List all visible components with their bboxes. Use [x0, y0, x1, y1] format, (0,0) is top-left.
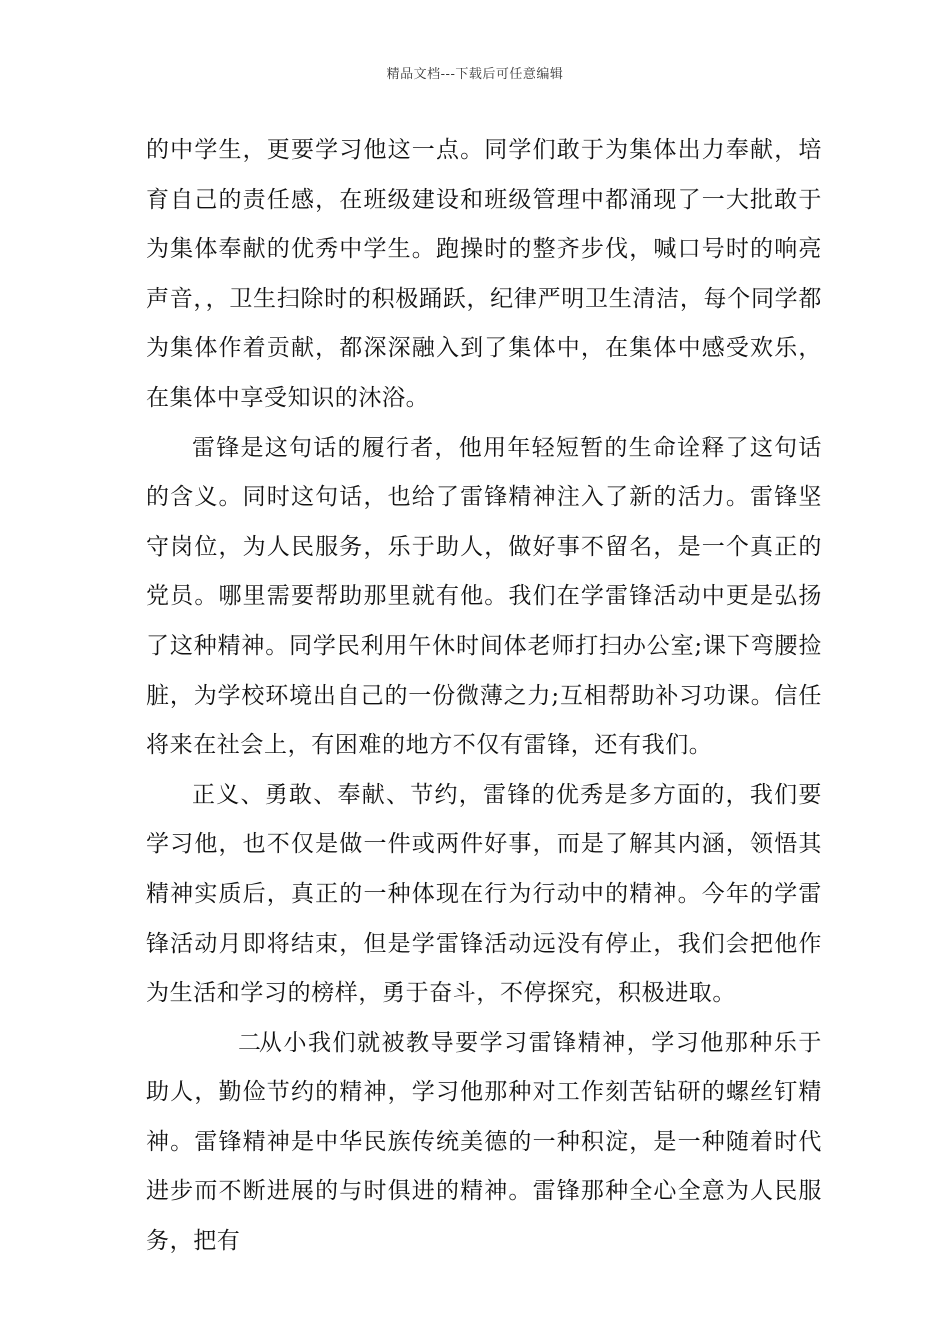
paragraph-4-text: 从小我们就被教导要学习雷锋精神，学习他那种乐于助人，勤俭节约的精神，学习他那种对工作刻苦钻研的螺丝钉精神。雷锋精神是中华民族传统美德的一种积淀，是一种随着时代进步而不断进展的与时俱进的精神。雷锋那种全心全意为人民服务，把有 — [146, 1029, 822, 1255]
document-body — [146, 126, 822, 1267]
paragraph-1: 的中学生，更要学习他这一点。同学们敢于为集体出力奉献，培育自己的责任感，在班级建设和班级管理中都涌现了一大批敢于为集体奉献的优秀中学生。跑操时的整齐步伐，喊口号时的响亮声音，，卫生扫除时的积极踊跃，纪律严明卫生清洁，每个同学都为集体作着贡献，都深深融入到了集体中，在集体中感受欢乐，在集体中享受知识的沐浴。 — [146, 137, 822, 411]
paragraph-2: 雷锋是这句话的履行者，他用年轻短暂的生命诠释了这句话的含义。同时这句话，也给了雷锋精神注入了新的活力。雷锋坚守岗位，为人民服务，乐于助人，做好事不留名，是一个真正的党员。哪里需要帮助那里就有他。我们在学雷锋活动中更是弘扬了这种精神。同学民利用午休时间体老师打扫办公室;课下弯腰捡脏，为学校环境出自己的一份微薄之力;互相帮助补习功课。信任将来在社会上，有困难的地方不仅有雷锋，还有我们。 — [146, 434, 822, 759]
paragraph-3: 正义、勇敢、奉献、节约，雷锋的优秀是多方面的，我们要学习他，也不仅是做一件或两件好事，而是了解其内涵，领悟其精神实质后，真正的一种体现在行为行动中的精神。今年的学雷锋活动月即将结束，但是学雷锋活动远没有停止，我们会把他作为生活和学习的榜样，勇于奋斗，不停探究，积极进取。 — [146, 781, 822, 1007]
section-numeral: 二 — [238, 1029, 262, 1056]
page-header: 精品文档---下载后可任意编辑 — [386, 67, 564, 82]
paragraph-4 — [146, 1019, 822, 1267]
